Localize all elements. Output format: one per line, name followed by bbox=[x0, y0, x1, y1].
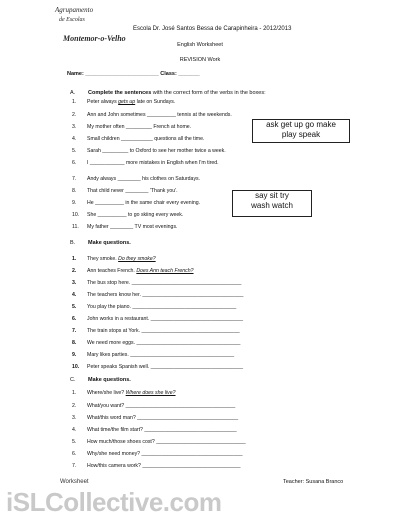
logo-text-top: Agrupamento bbox=[55, 6, 94, 14]
worksheet-subtitle: REVISION Work bbox=[179, 57, 221, 63]
answer-blank[interactable]: ___________________________________ bbox=[141, 451, 243, 457]
answer-blank[interactable]: _______________________________ bbox=[156, 439, 246, 445]
example-answer: Do they smoke? bbox=[118, 256, 156, 262]
item-number: 3. bbox=[72, 280, 77, 286]
example-answer: Where does she live? bbox=[125, 390, 176, 396]
section-instruction-rest: with the correct form of the verbs in the boxes: bbox=[151, 90, 266, 96]
verb-box-line: wash watch bbox=[251, 201, 293, 210]
item-text-end: tennis at the weekends. bbox=[175, 112, 232, 118]
item-number: 3. bbox=[72, 415, 77, 421]
item-text-end: to go skiing every week. bbox=[126, 212, 184, 218]
item-number: 8. bbox=[72, 340, 77, 346]
item-text: Mary likes parties. bbox=[87, 352, 131, 358]
item-number: 5. bbox=[72, 148, 77, 154]
item-text: Ann and John sometimes bbox=[87, 112, 147, 118]
item-text: That child never bbox=[87, 188, 126, 194]
answer-blank[interactable]: ________ bbox=[117, 176, 141, 182]
exercise-item bbox=[72, 136, 205, 142]
item-text: John works in a restaurant. bbox=[87, 316, 151, 322]
item-text-end: in the same chair every evening. bbox=[123, 200, 201, 206]
item-text: I bbox=[87, 160, 90, 166]
worksheet-title: English Worksheet bbox=[177, 42, 223, 48]
item-text-end: his clothes on Saturdays. bbox=[140, 176, 201, 182]
item-text-end: to Oxford to see her mother twice a week. bbox=[128, 148, 226, 154]
answer-blank[interactable]: ______________________________________ bbox=[131, 280, 242, 286]
item-text: Why/she need money? bbox=[87, 451, 142, 457]
item-text-end: French at home. bbox=[151, 124, 192, 130]
verb-box-line: play speak bbox=[281, 130, 321, 139]
section-b-heading bbox=[70, 240, 131, 247]
exercise-item bbox=[72, 160, 219, 166]
verb-box-line: say sit try bbox=[255, 191, 289, 200]
exercise-item bbox=[72, 390, 176, 396]
item-text: He bbox=[87, 200, 96, 206]
exercise-item bbox=[72, 280, 242, 286]
answer-blank[interactable]: ____________________________________ bbox=[132, 304, 237, 310]
item-number: 6. bbox=[72, 160, 77, 166]
answer-blank[interactable]: __________ bbox=[95, 200, 124, 206]
item-text-end: 'Thank you'. bbox=[148, 188, 178, 194]
item-text: How much/those shoes cost? bbox=[87, 439, 157, 445]
item-text: Andy always bbox=[87, 176, 118, 182]
exercise-item bbox=[72, 403, 236, 409]
verb-box-1 bbox=[252, 119, 350, 143]
teacher-name: Teacher: Susana Branco bbox=[283, 479, 344, 485]
exercise-item bbox=[72, 352, 235, 358]
exercise-item bbox=[72, 439, 246, 445]
item-number: 1. bbox=[72, 99, 77, 105]
exercise-item bbox=[72, 212, 184, 218]
item-number: 8. bbox=[72, 188, 77, 194]
exercise-item bbox=[72, 148, 226, 154]
item-text: What/this word man? bbox=[87, 415, 138, 421]
exercise-item bbox=[72, 176, 201, 182]
item-number: 2. bbox=[72, 268, 77, 274]
item-text: Where/she live? bbox=[87, 390, 126, 396]
item-text: She bbox=[87, 212, 98, 218]
exercise-item bbox=[72, 328, 240, 334]
section-a-heading bbox=[70, 90, 266, 97]
item-number: 11. bbox=[72, 224, 79, 230]
section-letter: A. bbox=[70, 90, 76, 96]
answer-blank[interactable]: ________________________________ bbox=[144, 427, 237, 433]
item-text-end: TV most evenings. bbox=[133, 224, 178, 230]
exercise-item bbox=[72, 224, 178, 230]
answer-blank[interactable]: __________________________________ bbox=[142, 463, 241, 469]
item-text: The teachers know her. bbox=[87, 292, 143, 298]
answer-blank[interactable]: ________________________________ bbox=[150, 316, 244, 322]
item-number: 5. bbox=[72, 439, 77, 445]
exercise-item bbox=[72, 364, 244, 370]
item-text: Peter speaks Spanish well. bbox=[87, 364, 151, 370]
exercise-item bbox=[72, 451, 243, 457]
logo-text-mid: de Escolas bbox=[59, 17, 85, 23]
section-instruction-bold: Make questions. bbox=[88, 240, 131, 246]
item-number: 4. bbox=[72, 292, 77, 298]
answer-blank[interactable]: ______________________________________ bbox=[125, 403, 236, 409]
item-text: What time/the film start? bbox=[87, 427, 145, 433]
answer-blank[interactable]: ___________________________________ bbox=[142, 292, 244, 298]
answer-blank[interactable]: ____________ bbox=[89, 160, 125, 166]
item-text: My mother often bbox=[87, 124, 126, 130]
item-number: 4. bbox=[72, 427, 77, 433]
item-text: What/you want? bbox=[87, 403, 126, 409]
item-text: Small children bbox=[87, 136, 122, 142]
item-number: 6. bbox=[72, 316, 77, 322]
item-text: My father bbox=[87, 224, 111, 230]
item-number: 2. bbox=[72, 112, 77, 118]
exercise-item bbox=[72, 256, 156, 262]
logo-text-bottom: Montemor-o-Velho bbox=[63, 34, 126, 43]
item-text: Peter always bbox=[87, 99, 119, 105]
item-text: Ann teaches French. bbox=[87, 268, 137, 274]
exercise-item bbox=[72, 268, 194, 274]
exercise-item bbox=[72, 112, 232, 118]
exercise-item bbox=[72, 124, 192, 130]
item-number: 7. bbox=[72, 176, 77, 182]
item-number: 1. bbox=[72, 256, 77, 262]
item-text-end: more mistakes in English when I'm tired. bbox=[124, 160, 219, 166]
answer-blank[interactable]: __________________________________ bbox=[141, 328, 240, 334]
item-number: 5. bbox=[72, 304, 77, 310]
item-number: 2. bbox=[72, 403, 77, 409]
exercise-item bbox=[72, 463, 241, 469]
section-c-heading bbox=[70, 377, 131, 384]
item-number: 7. bbox=[72, 328, 77, 334]
item-text: The train stops at York. bbox=[87, 328, 142, 334]
item-number: 10. bbox=[72, 364, 80, 370]
exercise-item bbox=[72, 304, 237, 310]
item-number: 3. bbox=[72, 124, 77, 130]
watermark-logo: iSLCollective.com bbox=[6, 487, 222, 517]
section-letter: B. bbox=[70, 240, 76, 246]
verb-box-line: ask get up go make bbox=[266, 120, 336, 129]
answer-blank[interactable]: ___________ bbox=[121, 136, 153, 142]
name-class-line: Name: ________________________ Class: _______ bbox=[67, 71, 200, 77]
item-number: 10. bbox=[72, 212, 80, 218]
example-answer: gets up bbox=[118, 99, 136, 105]
section-instruction-bold: Make questions. bbox=[88, 377, 131, 383]
item-text: The bus stop here. bbox=[87, 280, 132, 286]
answer-blank[interactable]: ________ bbox=[125, 188, 149, 194]
item-text-end: late on Sundays. bbox=[135, 99, 176, 105]
item-text: Sarah bbox=[87, 148, 103, 154]
answer-blank[interactable]: __________ bbox=[97, 212, 127, 218]
exercise-item bbox=[72, 292, 244, 298]
item-number: 4. bbox=[72, 136, 77, 142]
item-text: How/this camera work? bbox=[87, 463, 143, 469]
exercise-item bbox=[72, 316, 244, 322]
answer-blank[interactable]: __________ bbox=[146, 112, 176, 118]
answer-blank[interactable]: ________ bbox=[110, 224, 134, 230]
answer-blank[interactable]: ________________________________ bbox=[150, 364, 244, 370]
verb-box-2 bbox=[232, 190, 312, 217]
item-text: We need more eggs. bbox=[87, 340, 137, 346]
item-number: 9. bbox=[72, 352, 77, 358]
answer-blank[interactable]: _________ bbox=[102, 148, 129, 154]
exercise-item bbox=[72, 415, 239, 421]
answer-blank[interactable]: _________ bbox=[125, 124, 152, 130]
exercise-item bbox=[72, 340, 241, 346]
item-text-end: questions all the time. bbox=[152, 136, 205, 142]
exercise-item bbox=[72, 99, 176, 105]
item-number: 6. bbox=[72, 451, 77, 457]
school-name: Escola Dr. José Santos Bessa de Carapinheira - 2012/2013 bbox=[133, 26, 292, 32]
exercise-item bbox=[72, 427, 237, 433]
exercise-item bbox=[72, 200, 201, 206]
exercise-item bbox=[72, 188, 178, 194]
item-text: They smoke. bbox=[87, 256, 119, 262]
section-letter: C. bbox=[70, 377, 76, 383]
section-instruction-bold: Complete the sentences bbox=[88, 90, 152, 96]
item-number: 9. bbox=[72, 200, 77, 206]
answer-blank[interactable]: ___________________________________ bbox=[137, 415, 239, 421]
item-number: 1. bbox=[72, 390, 77, 396]
answer-blank[interactable]: ____________________________________ bbox=[136, 340, 241, 346]
item-text: You play the piano. bbox=[87, 304, 133, 310]
answer-blank[interactable]: ____________________________________ bbox=[130, 352, 235, 358]
example-answer: Does Ann teach French? bbox=[136, 268, 194, 274]
item-number: 7. bbox=[72, 463, 77, 469]
footer-label: Worksheet bbox=[60, 479, 89, 485]
